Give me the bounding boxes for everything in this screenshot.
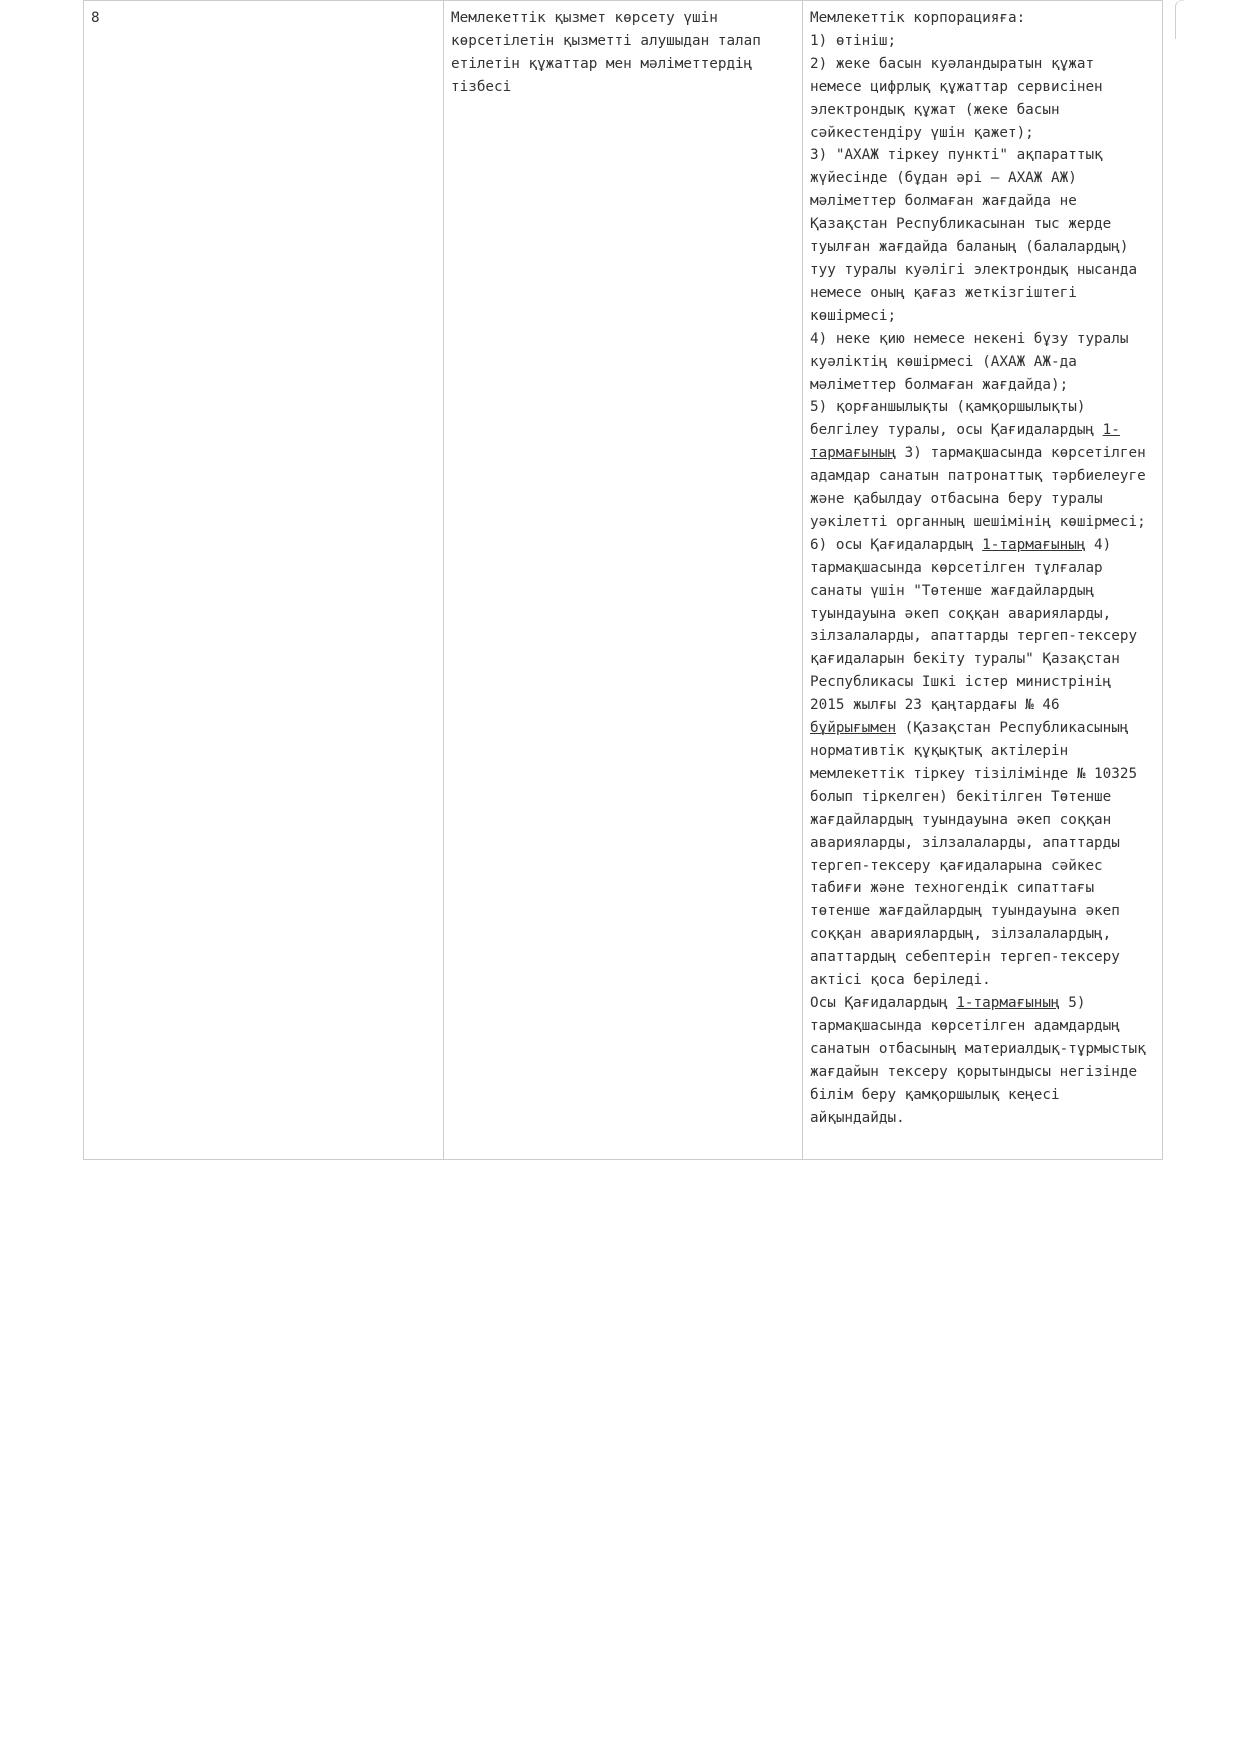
row-value-line: [810, 305, 1155, 328]
row-value-line: [810, 259, 1155, 282]
row-value-line: [810, 877, 1155, 900]
row-value-line: [810, 1038, 1155, 1061]
row-name: [451, 7, 795, 99]
row-value-text: нормативтік құқықтық актілерін: [810, 743, 1069, 759]
row-value-text: Қазақстан Республикасынан тыс жерде: [810, 216, 1112, 233]
row-value-line: [810, 282, 1155, 305]
row-value-text: санаты үшін "Төтенше жағдайлардың: [810, 582, 1095, 599]
row-value-text: жағдайлардың туындауына әкеп соққан: [810, 811, 1112, 828]
rule-reference-link[interactable]: тармағының: [810, 445, 897, 462]
row-value-line: [810, 419, 1155, 442]
row-value-line: [810, 648, 1155, 671]
row-value-text: айқындайды.: [810, 1109, 905, 1126]
row-value-text: актісі қоса беріледі.: [810, 972, 991, 989]
row-value-line: [810, 786, 1155, 809]
row-value-line: [810, 1107, 1155, 1130]
row-value-text: білім беру қамқоршылық кеңесі: [810, 1086, 1060, 1103]
row-value-text: 4): [1085, 536, 1112, 553]
row-value-line: [810, 534, 1155, 557]
row-name-line: Мемлекеттік қызмет көрсету үшін: [451, 10, 718, 26]
row-value-text: қағидаларын бекіту туралы" Қазақстан: [810, 651, 1120, 668]
row-value-text: куәліктің көшірмесі (АХАЖ АЖ-да: [810, 353, 1077, 370]
row-value-text: зілзалаларды, апаттарды тергеп-тексеру: [810, 628, 1138, 645]
row-value-text: санатын отбасының материалдық-тұрмыстық: [810, 1040, 1146, 1057]
row-value-text: тармақшасында көрсетілген адамдардың: [810, 1017, 1120, 1034]
row-value-line: [810, 740, 1155, 763]
row-value-text: көшірмесі;: [810, 307, 897, 324]
row-value-line: [810, 76, 1155, 99]
row-value-text: туылған жағдайда баланың (балалардың): [810, 239, 1129, 256]
row-value-line: [810, 855, 1155, 878]
row-value-text: аварияларды, зілзалаларды, апаттарды: [810, 834, 1120, 851]
row-value-text: табиғи және техногендік сипаттағы: [810, 880, 1095, 897]
row-value-line: [810, 7, 1155, 30]
table-row: [84, 1, 1163, 1160]
row-value-line: [810, 625, 1155, 648]
row-value-text: 2015 жылғы 23 қаңтардағы № 46: [810, 697, 1060, 714]
row-value-line: [810, 809, 1155, 832]
row-value-line: [810, 190, 1155, 213]
row-value-line: [810, 557, 1155, 580]
row-value-line: [810, 53, 1155, 76]
row-value-line: [810, 1015, 1155, 1038]
row-value-text: төтенше жағдайлардың туындауына әкеп: [810, 903, 1120, 920]
row-value-text: 3) тармақшасында көрсетілген: [896, 445, 1146, 462]
row-value-line: [810, 396, 1155, 419]
row-value-text: 6) осы Қағидалардың: [810, 536, 983, 553]
row-value-text: тергеп-тексеру қағидаларына сәйкес: [810, 857, 1103, 874]
row-value-line: [810, 763, 1155, 786]
row-value-text: және қабылдау отбасына беру туралы: [810, 491, 1103, 508]
row-value-line: [810, 374, 1155, 397]
row-value-text: жүйесінде (бұдан әрі – АХАЖ АЖ): [810, 170, 1077, 187]
row-value-text: болып тіркелген) бекітілген Төтенше: [810, 788, 1112, 805]
row-value-line: [810, 603, 1155, 626]
row-value-line: [810, 488, 1155, 511]
row-name-line: көрсетілетін қызметті алушыдан талап: [451, 32, 761, 49]
row-value-text: мәліметтер болмаған жағдайда);: [810, 376, 1069, 393]
row-value-line: [810, 144, 1155, 167]
row-value-line: [810, 236, 1155, 259]
row-value-text: 3) "АХАЖ тіркеу пункті" ақпараттық: [810, 147, 1103, 164]
row-value-text: жағдайын тексеру қорытындысы негізінде: [810, 1063, 1138, 1080]
row-value-text: сәйкестендіру үшін қажет);: [810, 124, 1034, 141]
row-value-text: 1) өтініш;: [810, 32, 897, 49]
requirements-table: [83, 0, 1163, 1160]
row-value-line: [810, 328, 1155, 351]
row-value-text: немесе цифрлық құжаттар сервисінен: [810, 78, 1103, 95]
page-edge-tab: [1175, 0, 1184, 39]
row-value-cell: [803, 1, 1163, 1160]
row-value-line: [810, 351, 1155, 374]
row-value-text: немесе оның қағаз жеткізгіштегі: [810, 284, 1077, 301]
row-value-text: 2) жеке басын куәландыратын құжат: [810, 55, 1095, 72]
row-value-line: [810, 694, 1155, 717]
row-value-text: (Қазақстан Республикасының: [896, 720, 1129, 737]
row-value-line: [810, 99, 1155, 122]
row-value-text: Республикасы Ішкі істер министрінің: [810, 674, 1112, 691]
row-value-text: туу туралы куәлігі электрондық нысанда: [810, 261, 1138, 278]
row-value-text: белгілеу туралы, осы Қағидалардың: [810, 422, 1103, 439]
row-value-text: Мемлекеттік корпорацияға:: [810, 10, 1026, 26]
row-value-text: уәкілетті органның шешімінің көшірмесі;: [810, 513, 1146, 530]
row-value-line: [810, 213, 1155, 236]
row-value-line: [810, 671, 1155, 694]
row-value-text: апаттардың себептерін тергеп-тексеру: [810, 949, 1120, 966]
row-value-line: [810, 442, 1155, 465]
row-value-text: мемлекеттік тіркеу тізілімінде № 10325: [810, 765, 1138, 782]
row-value-line: [810, 969, 1155, 992]
row-name-line: тізбесі: [451, 78, 512, 95]
row-value-line: [810, 923, 1155, 946]
row-value-line: [810, 900, 1155, 923]
row-value: [810, 7, 1155, 1129]
row-value-line: [810, 717, 1155, 740]
rule-reference-link[interactable]: 1-: [1102, 422, 1120, 439]
row-value-text: адамдар санатын патронаттық тәрбиелеуге: [810, 468, 1146, 485]
row-value-text: 5): [1059, 994, 1086, 1011]
row-value-line: [810, 122, 1155, 145]
row-value-line: [810, 167, 1155, 190]
row-value-text: Осы Қағидалардың: [810, 994, 957, 1011]
row-value-text: туындауына әкеп соққан аварияларды,: [810, 605, 1112, 622]
rule-reference-link[interactable]: 1-тармағының: [956, 994, 1060, 1011]
row-value-line: [810, 30, 1155, 53]
row-value-text: мәліметтер болмаған жағдайда не: [810, 193, 1077, 210]
row-value-text: электрондық құжат (жеке басын: [810, 101, 1060, 118]
row-value-text: 5) қорғаншылықты (қамқоршылықты): [810, 399, 1086, 416]
row-number: 8: [91, 10, 100, 26]
row-value-line: [810, 946, 1155, 969]
row-value-text: 4) неке қию немесе некені бұзу туралы: [810, 330, 1129, 347]
row-name-line: етілетін құжаттар мен мәліметтердің: [451, 55, 753, 72]
row-value-text: соққан авариялардың, зілзалалардың,: [810, 926, 1112, 943]
rule-reference-link[interactable]: бұйрығымен: [810, 720, 897, 737]
row-value-text: тармақшасында көрсетілген тұлғалар: [810, 559, 1103, 576]
row-value-line: [810, 580, 1155, 603]
row-value-line: [810, 1061, 1155, 1084]
row-value-line: [810, 992, 1155, 1015]
row-number-cell: [84, 1, 444, 1160]
rule-reference-link[interactable]: 1-тармағының: [982, 536, 1086, 553]
row-value-line: [810, 511, 1155, 534]
row-name-cell: [444, 1, 803, 1160]
row-value-line: [810, 832, 1155, 855]
row-value-line: [810, 1084, 1155, 1107]
row-value-line: [810, 465, 1155, 488]
